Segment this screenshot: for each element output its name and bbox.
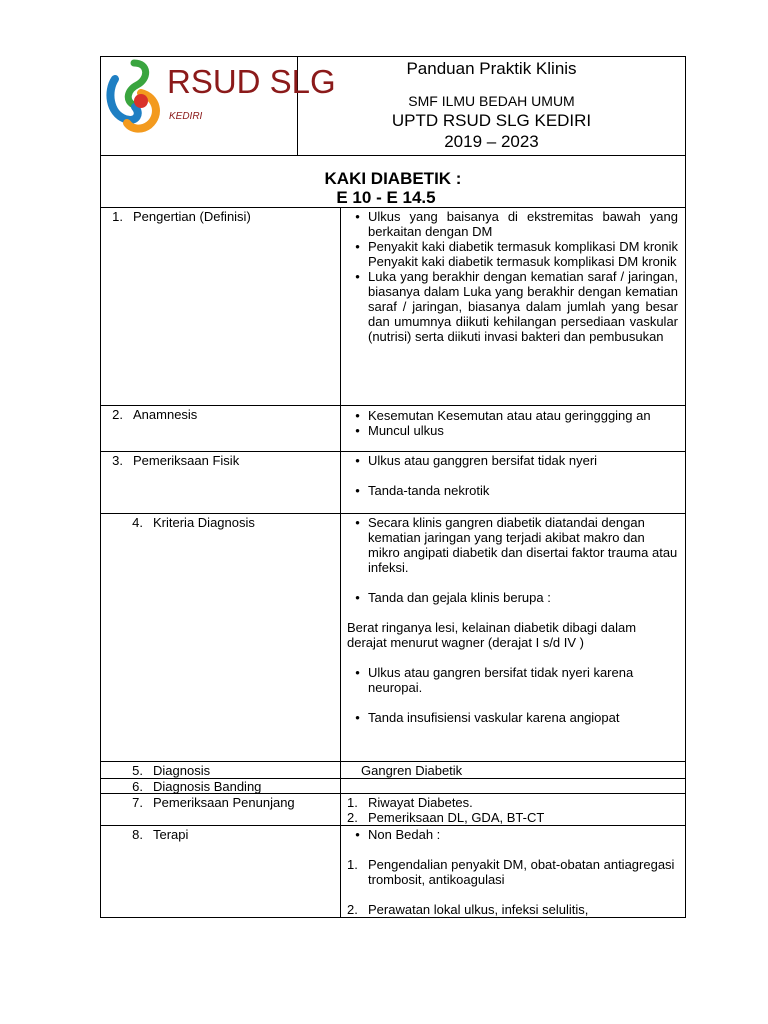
table-row: 5. Diagnosis Gangren Diabetik [100, 762, 686, 779]
logo-emblem-icon [101, 57, 336, 157]
row-label: Terapi [153, 827, 189, 842]
department: SMF ILMU BEDAH UMUM [408, 93, 575, 109]
title-line1: KAKI DIABETIK : [324, 169, 462, 188]
logo-subtext: KEDIRI [169, 111, 203, 122]
list-item: • Ulkus atau gangren bersifat tidak nyeri karena neuropai. [355, 665, 634, 695]
logo-text: RSUD SLG [167, 63, 336, 100]
table-row: 8. Terapi • Non Bedah : 1. Pengendalian penyakit DM, obat-obatan antiagregasi trombosit, antikoagulasi 2. Perawatan lokal ulkus, infeksi selulitis, [100, 826, 686, 918]
row-label: Pemeriksaan Fisik [133, 453, 240, 468]
page-title [100, 156, 686, 208]
table-row: 3. Pemeriksaan Fisik • Ulkus atau ganggren bersifat tidak nyeri • Tanda-tanda nekrotik [100, 452, 686, 514]
list-item: • Tanda-tanda nekrotik [355, 483, 490, 498]
table-row: 6. Diagnosis Banding [100, 779, 686, 794]
header [100, 56, 686, 156]
list-item: • Non Bedah : [355, 827, 441, 842]
hospital-logo [101, 57, 336, 155]
list-item: 2. Pemeriksaan DL, GDA, BT-CT [347, 810, 545, 825]
list-item: • Luka yang berakhir dengan kematian saraf / jaringan, biasanya dalam Luka yang berakhir dengan kematian saraf / jaringan, biasanya dalam jumlah yang besar dan umumnya diikuti kehilangan persediaan vaskular (nutrisi) serta diikuti invasi bakteri dan pembusukan [355, 269, 678, 344]
list-item: 2. Perawatan lokal ulkus, infeksi selulitis, [347, 902, 589, 917]
list-item: 1. Pengendalian penyakit DM, obat-obatan antiagregasi trombosit, antikoagulasi [347, 857, 675, 887]
list-item: • Kesemutan Kesemutan atau atau geringgging an [355, 408, 651, 423]
hospital-name: UPTD RSUD SLG KEDIRI [391, 111, 592, 130]
row-label: Pengertian (Definisi) [133, 209, 251, 224]
list-item: • Secara klinis gangren diabetik diatandai dengan kematian jaringan yang terjadi akibat makro dan mikro angipati diabetik dan disertai faktor trauma atau infeksi. [355, 515, 678, 575]
diagnosis-value: Gangren Diabetik [361, 763, 463, 778]
row-label: Pemeriksaan Penunjang [153, 795, 295, 810]
row-label: Diagnosis [153, 763, 211, 778]
title-line2: E 10 - E 14.5 [336, 188, 436, 207]
list-item: • Muncul ulkus [355, 423, 444, 438]
list-item: • Ulkus yang baisanya di ekstremitas bawah yang berkaitan dengan DM [355, 209, 678, 239]
table-row: 2. Anamnesis • Kesemutan Kesemutan atau atau geringgging an • Muncul ulkus [100, 406, 686, 452]
paragraph: Berat ringanya lesi, kelainan diabetik dibagi dalam derajat menurut wagner (derajat I s/d IV ) [347, 620, 637, 650]
list-item: • Tanda insufisiensi vaskular karena angiopat [355, 710, 620, 725]
row-label: Diagnosis Banding [153, 779, 262, 794]
list-item: • Ulkus atau ganggren bersifat tidak nyeri [355, 453, 598, 468]
row-label: Kriteria Diagnosis [153, 515, 255, 530]
row-number: 1. [112, 209, 123, 224]
list-item: • Tanda dan gejala klinis berupa : [355, 590, 551, 605]
row-label: Anamnesis [133, 407, 198, 422]
table-row [100, 208, 686, 406]
document-type: Panduan Praktik Klinis [406, 59, 577, 78]
table-row: 7. Pemeriksaan Penunjang 1. Riwayat Diabetes. 2. Pemeriksaan DL, GDA, BT-CT [100, 794, 686, 826]
table-row: 4. Kriteria Diagnosis • Secara klinis gangren diabetik diatandai dengan kematian jaringan yang terjadi akibat makro dan mikro angipati diabetik dan disertai faktor trauma atau infeksi. • Tanda dan gejala klinis berupa : Berat ringanya lesi, kelainan diabetik dibagi dalam derajat menurut wagner (derajat I s/d IV ) • Ulkus atau gangren bersifat tidak nyeri karena neuropai. • Tanda insufisiensi vaskular karena angiopat [100, 514, 686, 762]
list-item: 1. Riwayat Diabetes. [347, 795, 473, 810]
list-item: • Penyakit kaki diabetik termasuk komplikasi DM kronik Penyakit kaki diabetik termasuk komplikasi DM kronik [355, 239, 678, 269]
document [100, 56, 686, 918]
period: 2019 – 2023 [444, 132, 539, 151]
